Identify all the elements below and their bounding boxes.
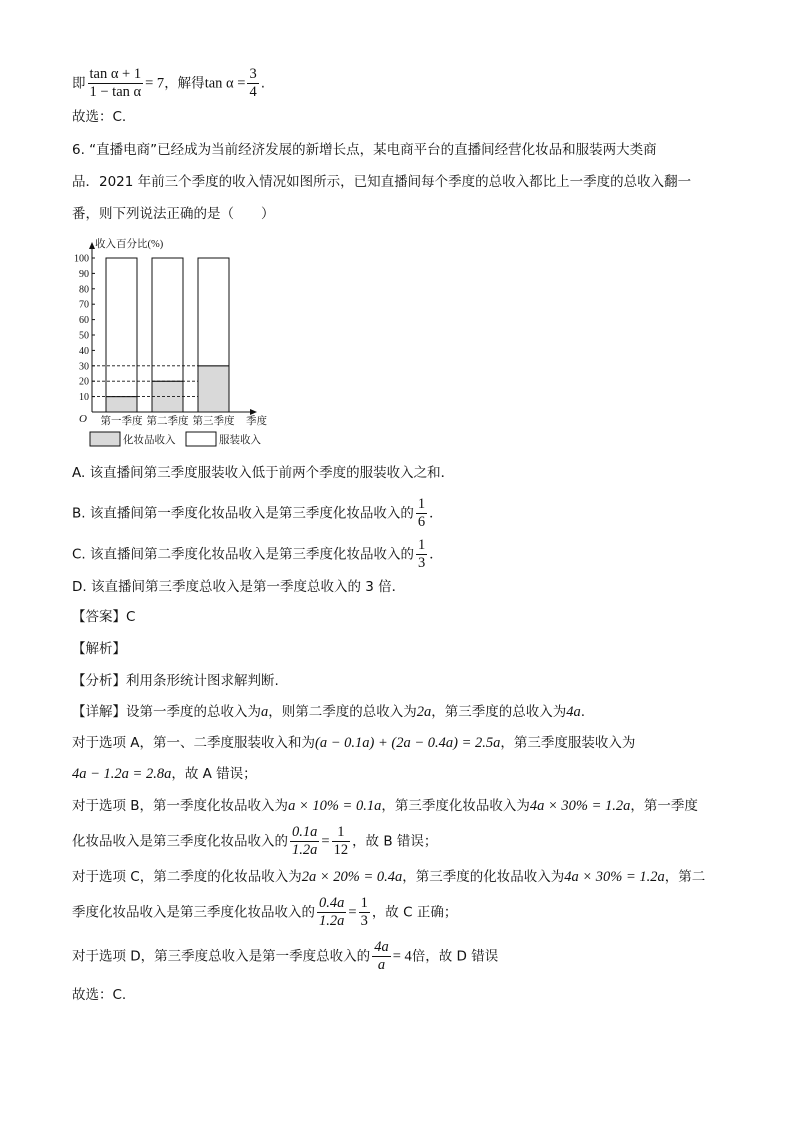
option-a: A. 该直播间第三季度服装收入低于前两个季度的服装收入之和． [72,465,455,481]
legend-swatch-clothing [186,432,216,446]
legend-label-clothing: 服装收入 [219,435,261,446]
answer-value: C [126,609,136,625]
y-tick-label: 70 [79,299,89,311]
option-d-analysis: 对于选项 D，第三季度总收入是第一季度总收入的 $\frac{4a}{a}$ = 4倍，故 D 错误 [72,939,499,973]
y-tick-label: 60 [79,315,89,327]
x-tick-label: 第三季度 [192,416,235,427]
fenxi-line: 【分析】利用条形统计图求解判断. [72,673,279,689]
answer-line [72,607,135,627]
stacked-bar-chart [70,232,280,454]
option-b-analysis-2: 化妆品收入是第三季度化妆品收入的 $\frac{0.1a}{1.2a}$ = $\frac{1}{12}$ ，故 B 错误； [72,824,438,858]
option-c: C. 该直播间第二季度化妆品收入是第三季度化妆品收入的 $\frac{1}{3}$ ． [72,537,443,571]
x-tick-label: 第二季度 [146,416,189,427]
y-tick-label: 100 [74,253,89,265]
legend-swatch-cosmetics [90,432,120,446]
option-b-analysis-1: 对于选项 B，第一季度化妆品收入为a × 10% = 0.1a，第三季度化妆品收入为4a × 30% = 1.2a，第一季度 [72,798,698,814]
bar-clothing-q1 [106,258,137,397]
prev-solution-line: 即 $\frac{\text{tan α + 1}}{\text{1 − tan α}}$ = 7，解得tan α = $\frac{3}{4}$ . [72,66,265,100]
bar-cosmetics-q3 [198,366,229,412]
y-axis-title: 收入百分比(%) [95,239,164,250]
question-line-3: 番，则下列说法正确的是（ ） [72,206,275,222]
option-a-analysis-1: 对于选项 A，第一、二季度服装收入和为(a − 0.1a) + (2a − 0.4a) = 2.5a，第三季度服装收入为 [72,735,636,751]
y-tick-label: 90 [79,268,89,280]
final-answer: 故选：C. [72,987,127,1003]
question-line-2: 品．2021 年前三个季度的收入情况如图所示，已知直播间每个季度的总收入都比上一季度的总收入翻一 [72,174,692,190]
y-tick-label: 20 [79,376,89,388]
analysis-label: 【解析】 [72,641,126,657]
option-c-analysis-2: 季度化妆品收入是第三季度化妆品收入的 $\frac{0.4a}{1.2a}$ = $\frac{1}{3}$ ，故 C 正确； [72,895,458,929]
bar-cosmetics-q1 [106,397,137,412]
x-axis-title: 季度 [246,416,267,427]
answer-label: 【答案】 [72,609,126,625]
y-tick-label: 50 [79,330,89,342]
y-tick-label: 30 [79,361,89,373]
y-tick-label: 10 [79,392,89,404]
option-c-fraction: $\frac{1}{3}$ [418,537,426,571]
option-b: B. 该直播间第一季度化妆品收入是第三季度化妆品收入的 $\frac{1}{6}$ ． [72,496,443,530]
x-axis-arrow [250,409,257,415]
option-d: D. 该直播间第三季度总收入是第一季度总收入的 3 倍． [72,579,406,595]
y-tick-label: 80 [79,284,89,296]
bar-clothing-q3 [198,258,229,366]
tan-fraction: $\frac{\text{tan α + 1}}{\text{1 − tan α}}$ [89,66,142,100]
origin-label: O [79,413,87,425]
x-tick-label: 第一季度 [100,416,143,427]
option-c-analysis-1: 对于选项 C，第二季度的化妆品收入为2a × 20% = 0.4a，第三季度的化妆品收入为4a × 30% = 1.2a，第二 [72,869,706,885]
y-tick-label: 40 [79,345,89,357]
prev-conclusion: 故选：C. [72,109,127,125]
option-b-fraction: $\frac{1}{6}$ [417,496,426,530]
result-fraction: $\frac{3}{4}$ [249,66,257,100]
bar-clothing-q2 [152,258,183,381]
question-line-1: 6. “直播电商”已经成为当前经济发展的新增长点，某电商平台的直播间经营化妆品和服装两大类商 [72,142,657,158]
legend-label-cosmetics: 化妆品收入 [123,435,176,446]
prefix-text: 即 [72,75,86,92]
option-a-analysis-2: 4a − 1.2a = 2.8a，故 A 错误； [72,766,257,782]
xiangjie-line: 【详解】设第一季度的总收入为a，则第二季度的总收入为2a，第三季度的总收入为4a. [72,704,586,720]
